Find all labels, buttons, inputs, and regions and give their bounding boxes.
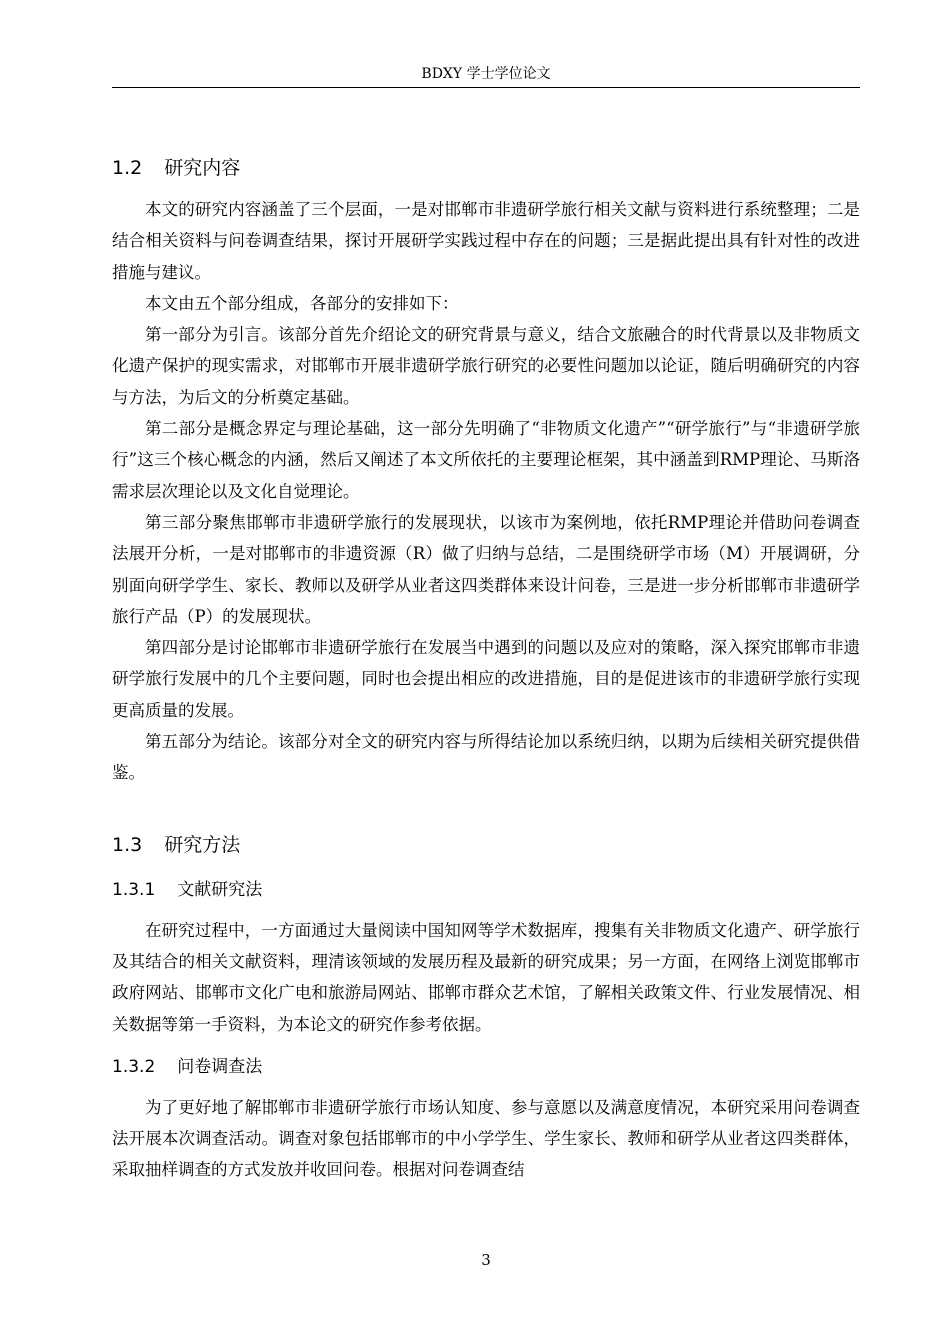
subsection-number: 1.3.1 (112, 879, 156, 900)
paragraph: 第四部分是讨论邯郸市非遗研学旅行在发展当中遇到的问题以及应对的策略，深入探究邯郸市非遗研学旅行发展中的几个主要问题，同时也会提出相应的改进措施，目的是促进该市的非遗研学旅行实现更高质量的发展。 (112, 638, 860, 720)
paragraph: 第三部分聚焦邯郸市非遗研学旅行的发展现状，以该市为案例地，依托RMP理论并借助问卷调查法展开分析，一是对邯郸市的非遗资源（R）做了归纳与总结，二是围绕研学市场（M）开展调研，分别面向研学学生、家长、教师以及研学从业者这四类群体来设计问卷，三是进一步分析邯郸市非遗研学旅行产品（P）的发展现状。 (112, 512, 860, 626)
section-heading-1-3 (112, 827, 860, 863)
page-body (112, 150, 860, 1186)
paragraph: 本文由五个部分组成，各部分的安排如下： (145, 293, 459, 313)
header-rule (112, 87, 860, 88)
subsection-title: 文献研究法 (177, 879, 263, 900)
page-number: 3 (481, 1251, 491, 1269)
subsection-heading-1-3-1 (112, 873, 860, 907)
paragraph: 第一部分为引言。该部分首先介绍论文的研究背景与意义，结合文旅融合的时代背景以及非物质文化遗产保护的现实需求，对邯郸市开展非遗研学旅行研究的必要性问题加以论证，随后明确研究的内容与方法，为后文的分析奠定基础。 (112, 325, 860, 407)
subsection-title: 问卷调查法 (177, 1056, 263, 1077)
section-title: 研究内容 (164, 157, 241, 179)
subsection-heading-1-3-2 (112, 1050, 860, 1084)
paragraph: 在研究过程中，一方面通过大量阅读中国知网等学术数据库，搜集有关非物质文化遗产、研学旅行及其结合的相关文献资料，理清该领域的发展历程及最新的研究成果；另一方面，在网络上浏览邯郸市政府网站、邯郸市文化广电和旅游局网站、邯郸市群众艺术馆，了解相关政策文件、行业发展情况、相关数据等第一手资料，为本论文的研究作参考依据。 (112, 920, 860, 1034)
subsection-number: 1.3.2 (112, 1056, 156, 1077)
section-number: 1.2 (112, 157, 143, 179)
section-heading-1-2 (112, 150, 860, 186)
running-header: BDXY 学士学位论文 (421, 66, 551, 82)
paragraph: 为了更好地了解邯郸市非遗研学旅行市场认知度、参与意愿以及满意度情况，本研究采用问卷调查法开展本次调查活动。调查对象包括邯郸市的中小学学生、学生家长、教师和研学从业者这四类群体，采取抽样调查的方式发放并收回问卷。根据对问卷调查结 (112, 1097, 860, 1180)
paragraph: 本文的研究内容涵盖了三个层面，一是对邯郸市非遗研学旅行相关文献与资料进行系统整理；二是结合相关资料与问卷调查结果，探讨开展研学实践过程中存在的问题；三是据此提出具有针对性的改进措施与建议。 (112, 200, 860, 282)
paragraph: 第二部分是概念界定与理论基础，这一部分先明确了“非物质文化遗产”“研学旅行”与“非遗研学旅行”这三个核心概念的内涵，然后又阐述了本文所依托的主要理论框架，其中涵盖到RMP理论、马斯洛需求层次理论以及文化自觉理论。 (112, 419, 860, 501)
section-title: 研究方法 (164, 833, 241, 856)
section-number: 1.3 (112, 833, 143, 856)
paragraph: 第五部分为结论。该部分对全文的研究内容与所得结论加以系统归纳，以期为后续相关研究提供借鉴。 (112, 732, 860, 783)
